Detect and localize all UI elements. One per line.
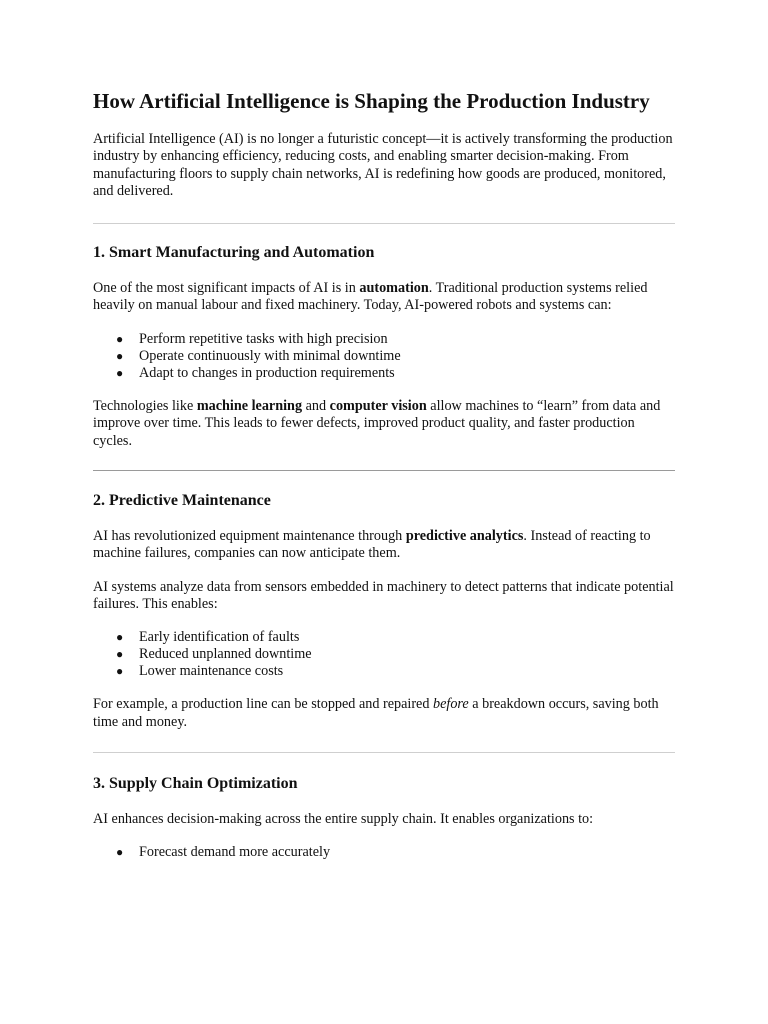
list-item-text: Early identification of faults — [139, 629, 300, 646]
list-item — [116, 629, 675, 646]
bullet-icon: ● — [116, 664, 124, 679]
bold-term: machine learning — [196, 398, 303, 415]
text-run: a breakdown occurs, saving both time and money. — [93, 696, 659, 730]
section-divider — [93, 223, 675, 224]
list-item-text: Adapt to changes in production requirements — [139, 364, 395, 381]
bold-term: computer vision — [329, 398, 427, 415]
text-run: One of the most significant impacts of AI is in — [93, 280, 360, 297]
list-item-text: Operate continuously with minimal downtime — [139, 347, 401, 364]
list-item — [116, 364, 675, 382]
intro-paragraph: Artificial Intelligence (AI) is no longer a futuristic concept—it is actively transforming the production industry by enhancing efficiency, reducing costs, and enabling smarter decision-making. From manufacturing floors to supply chain networks, AI is redefining how goods are produced, monitored, and delivered. — [93, 131, 673, 199]
bold-term: predictive analytics — [405, 527, 524, 544]
section-heading-supply-chain: 3. Supply Chain Optimization — [93, 775, 298, 793]
document-title: How Artificial Intelligence is Shaping the Production Industry — [93, 89, 650, 113]
list-item-text: Forecast demand more accurately — [139, 844, 331, 861]
list-item — [116, 663, 675, 680]
list-item — [116, 844, 675, 861]
bullet-icon: ● — [116, 365, 124, 380]
list-item-text: Lower maintenance costs — [139, 663, 284, 680]
section-3-bullet-list — [93, 844, 675, 861]
text-run: For example, a production line can be stopped and repaired — [93, 696, 433, 713]
bullet-icon: ● — [116, 348, 124, 363]
section-divider — [93, 470, 675, 471]
list-item-text: Reduced unplanned downtime — [139, 646, 312, 663]
text-run: . Traditional production systems relied heavily on manual labour and fixed machinery. Today, AI-powered robots and systems can: — [93, 280, 648, 314]
section-1-paragraph-1 — [93, 280, 675, 315]
text-run: and — [302, 398, 330, 415]
section-heading-automation: 1. Smart Manufacturing and Automation — [93, 244, 375, 262]
section-2-paragraph-2: AI systems analyze data from sensors embedded in machinery to detect patterns that indicate potential failures. This enables: — [93, 578, 674, 612]
section-heading-predictive-maintenance: 2. Predictive Maintenance — [93, 491, 271, 509]
section-2-paragraph-1 — [93, 528, 675, 563]
section-1-bullet-list — [93, 331, 675, 382]
list-item — [116, 330, 675, 348]
section-3-paragraph-1: AI enhances decision-making across the entire supply chain. It enables organizations to: — [93, 811, 594, 828]
section-divider — [93, 752, 675, 753]
text-run: allow machines to “learn” from data and improve over time. This leads to fewer defects, improved product quality, and faster production cycles. — [93, 398, 661, 449]
list-item — [116, 646, 675, 663]
list-item — [116, 347, 675, 365]
text-run: Technologies like — [93, 398, 197, 415]
bullet-icon: ● — [116, 630, 124, 645]
bold-term: automation — [359, 280, 429, 297]
list-item-text: Perform repetitive tasks with high precision — [139, 330, 388, 347]
bullet-icon: ● — [116, 331, 124, 346]
section-2-bullet-list — [93, 629, 675, 680]
italic-term: before — [433, 696, 469, 713]
section-1-paragraph-2 — [93, 398, 675, 450]
text-run: AI has revolutionized equipment maintenance through — [93, 527, 406, 544]
section-2-paragraph-3 — [93, 696, 675, 731]
text-run: . Instead of reacting to machine failures, companies can now anticipate them. — [93, 527, 651, 562]
bullet-icon: ● — [116, 647, 124, 662]
bullet-icon: ● — [116, 845, 124, 860]
